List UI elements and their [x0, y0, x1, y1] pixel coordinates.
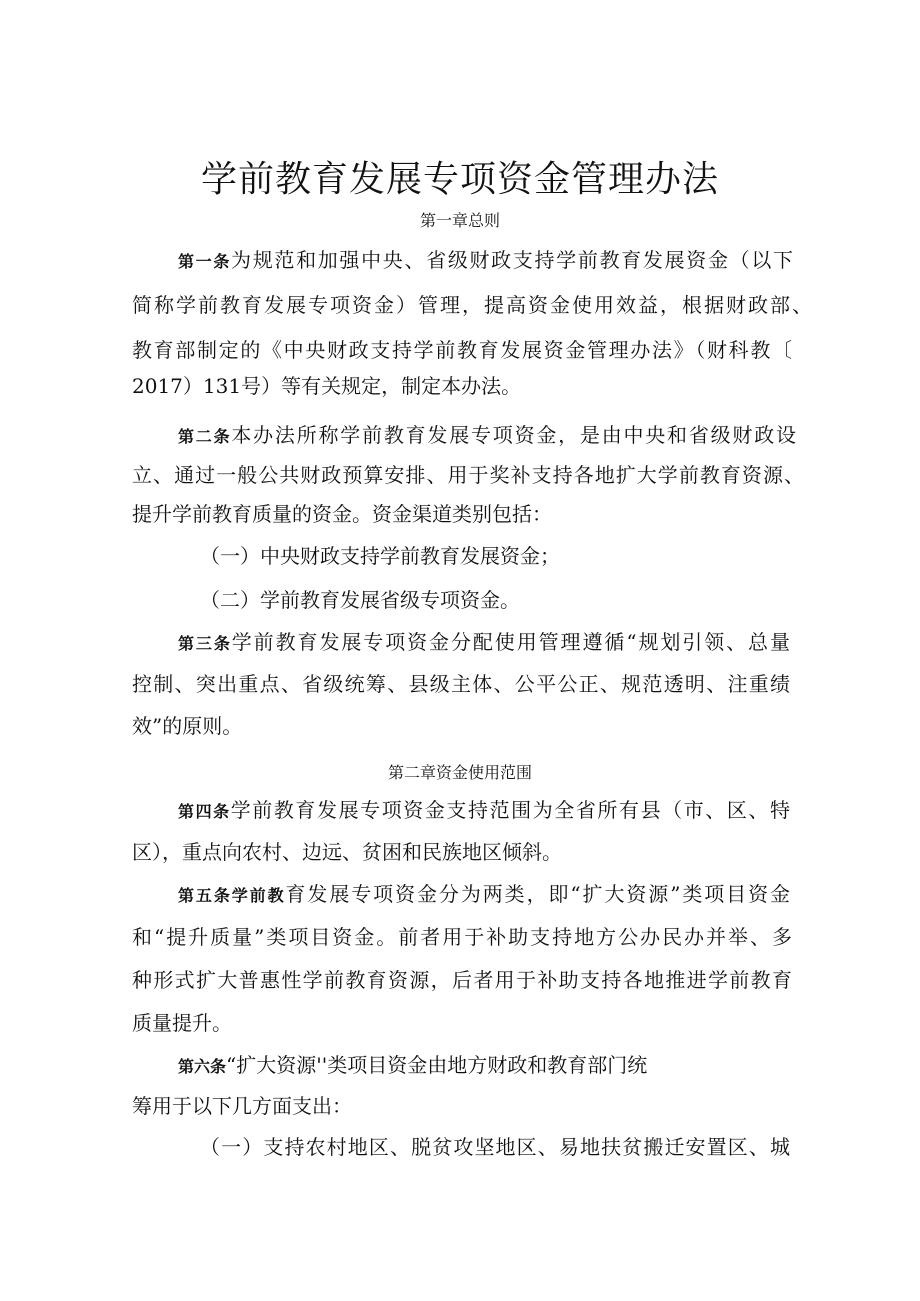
- article-1-line-4: 2017）131号）等有关规定，制定本办法。: [132, 374, 522, 398]
- article-2-item-1: （一）中央财政支持学前教育发展资金；: [200, 544, 560, 568]
- article-5-line-4: 质量提升。: [132, 1011, 232, 1035]
- article-3-line-2: 控制、突出重点、省级统筹、县级主体、公平公正、规范透明、注重绩: [132, 672, 790, 696]
- article-4-line-1: [178, 790, 790, 832]
- article-6-item-1: （一）支持农村地区、脱贫攻坚地区、易地扶贫搬迁安置区、城: [200, 1135, 790, 1159]
- article-2-heading: 第二条: [178, 427, 232, 446]
- article-6-heading: 第六条: [178, 1057, 227, 1076]
- article-1-text-1: 为规范和加强中央、省级财政支持学前教育发展资金（以下: [231, 248, 793, 272]
- article-1-line-1: [178, 240, 793, 282]
- chapter-2-heading: 第二章资金使用范围: [387, 763, 532, 782]
- article-3-heading: 第三条: [178, 634, 232, 653]
- article-5-line-1: [178, 874, 790, 916]
- article-2-text-1: 本办法所称学前教育发展专项资金，是由中央和省级财政设: [231, 423, 796, 447]
- article-5-line-3: 种形式扩大普惠性学前教育资源，后者用于补助支持各地推进学前教育: [132, 968, 792, 992]
- article-5-text-1: 育发展专项资金分为两类，即“扩大资源”类项目资金: [285, 882, 790, 906]
- article-2-item-2: （二）学前教育发展省级专项资金。: [200, 588, 520, 612]
- article-1-heading: 第一条: [178, 252, 232, 271]
- article-4-line-2: 区），重点向农村、边远、贫困和民族地区倾斜。: [132, 840, 562, 864]
- document-title: 学前教育发展专项资金管理办法: [200, 159, 719, 200]
- article-5-line-2: 和“提升质量”类项目资金。前者用于补助支持地方公办民办并举、多: [132, 925, 792, 949]
- article-6-text-1: “扩大资源''类项目资金由地方财政和教育部门统: [226, 1053, 648, 1077]
- chapter-1-heading: 第一章总则: [419, 211, 500, 230]
- article-4-heading: 第四条: [178, 802, 231, 821]
- article-3-line-1: [178, 622, 790, 664]
- article-2-line-1: [178, 415, 796, 457]
- article-2-line-3: 提升学前教育质量的资金。资金渠道类别包括：: [132, 502, 552, 526]
- article-2-line-2: 立、通过一般公共财政预算安排、用于奖补支持各地扩大学前教育资源、: [132, 463, 804, 487]
- article-3-text-1: 学前教育发展专项资金分配使用管理遵循“规划引领、总量: [231, 630, 790, 654]
- article-3-line-3: 效”的原则。: [132, 714, 243, 738]
- article-6-line-1: [178, 1045, 647, 1087]
- article-1-line-2: 简称学前教育发展专项资金）管理，提高资金使用效益，根据财政部、: [132, 293, 812, 317]
- article-5-heading: 第五条学前教: [178, 886, 286, 905]
- article-4-text-1: 学前教育发展专项资金支持范围为全省所有县（市、区、特: [230, 798, 790, 822]
- article-1-line-3: 教育部制定的《中央财政支持学前教育发展资金管理办法》（财科教〔: [132, 338, 792, 362]
- article-6-line-2: 筹用于以下几方面支出：: [132, 1094, 352, 1118]
